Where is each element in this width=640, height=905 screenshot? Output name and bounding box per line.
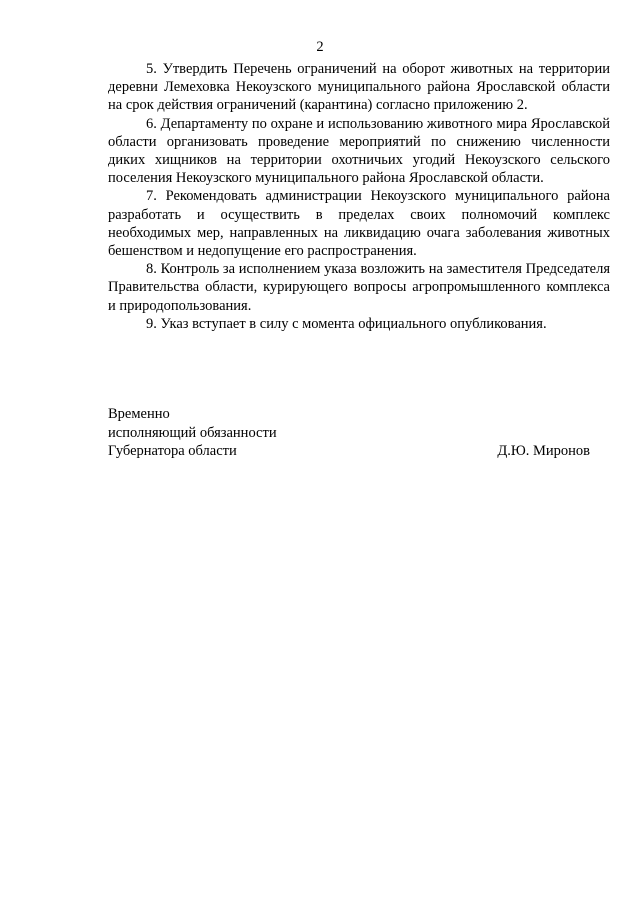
signature-title-line-1: Временно	[108, 406, 170, 422]
decree-body	[108, 60, 610, 333]
signatory-name: Д.Ю. Миронов	[497, 443, 590, 460]
signature-row	[108, 442, 590, 461]
paragraph-6: 6. Департаменту по охране и использованию животного мира Ярославской области организовать проведение мероприятий по снижению численности диких хищников на территории охотничьих угодий Некоузского сельского поселения Некоузского муниципального района Ярославской области.	[108, 115, 610, 187]
signature-title-line-3: Губернатора области	[108, 443, 237, 460]
paragraph-8: 8. Контроль за исполнением указа возложить на заместителя Председателя Правительства области, курирующего вопросы агропромышленного комплекса и природопользования.	[108, 261, 610, 314]
paragraph-5: 5. Утвердить Перечень ограничений на оборот животных на территории деревни Лемеховка Некоузского муниципального района Ярославской области на срок действия ограничений (карантина) согласно приложению 2.	[108, 61, 610, 114]
paragraph-9: 9. Указ вступает в силу с момента официального опубликования.	[146, 315, 547, 332]
paragraph-7: 7. Рекомендовать администрации Некоузского муниципального района разработать и осуществить в пределах своих полномочий комплекс необходимых мер, направленных на ликвидацию очага заболевания животных бешенством и недопущение его распространения.	[108, 188, 610, 260]
signature-block	[108, 405, 590, 461]
page-number: 2	[316, 39, 324, 55]
signature-title-line-2: исполняющий обязанности	[108, 424, 277, 441]
